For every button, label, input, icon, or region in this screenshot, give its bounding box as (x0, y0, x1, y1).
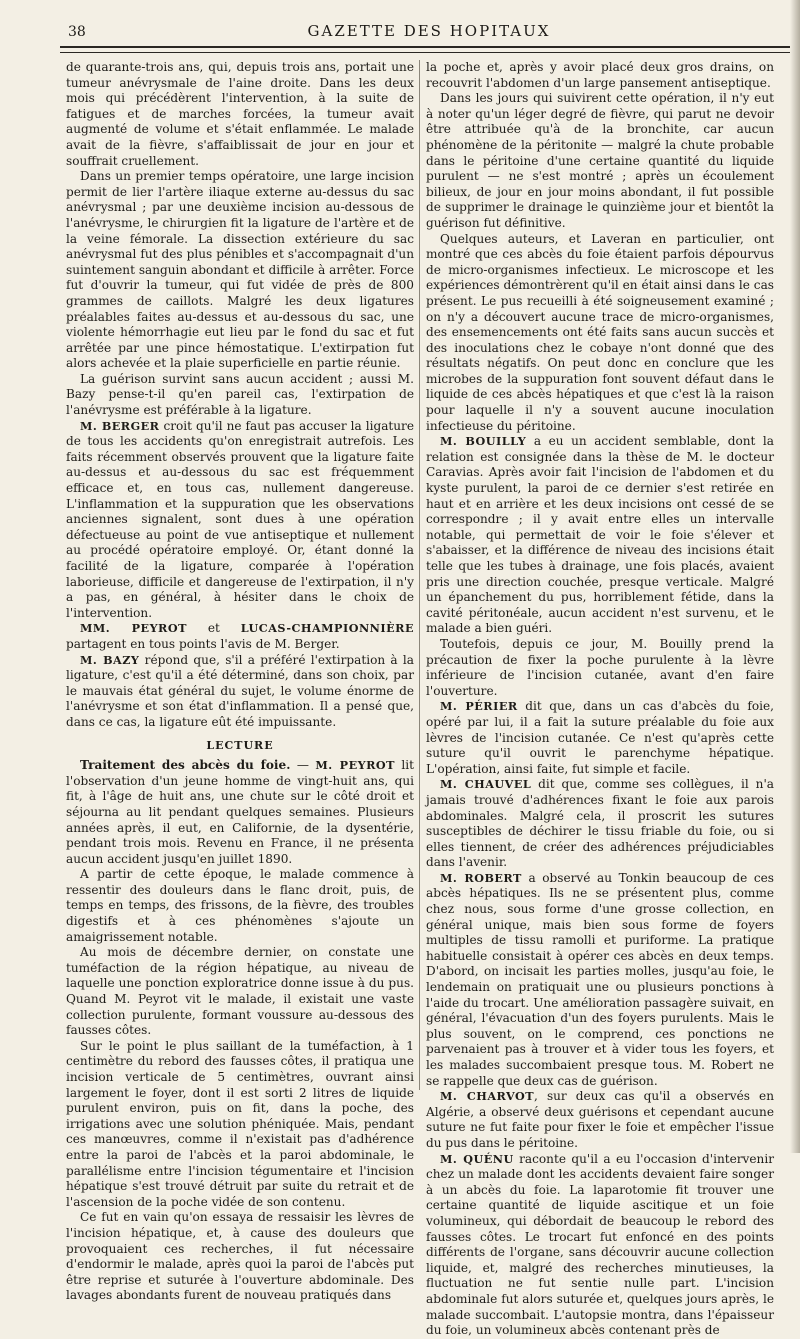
paragraph-text: — (290, 758, 316, 773)
paragraph-text: partagent en tous points l'avis de M. Berger. (66, 636, 340, 651)
journal-title: GAZETTE DES HOPITAUX (307, 22, 551, 40)
speaker-name: M. CHARVOT (440, 1089, 535, 1104)
paragraph: Ce fut en vain qu'on essaya de ressaisir les lèvres de l'incision hépatique, et, à cause des douleurs que provoquaient ces recherches, il fut nécessaire d'endormir le malade, après quoi la paroi de l'abcès put être reprise et suturée à l'ouverture abdominale. Des lavages abondants furent de nouveau pratiqués dans (66, 1210, 414, 1303)
speaker-name: M. ROBERT (440, 870, 522, 885)
speaker-name: MM. PEYROT (80, 621, 187, 636)
paragraph (426, 434, 774, 637)
speaker-name: M. CHAUVEL (440, 777, 532, 792)
speaker-name: M. BOUILLY (440, 434, 527, 449)
column-divider (419, 60, 420, 1090)
paragraph-text: raconte qu'il a eu l'occasion d'intervenir chez un malade dont les accidents devaient faire songer à un abcès du foie. La laparotomie fit trouver une certaine quantité de liquide ascitique et un foie volumineux, qui débordait de beaucoup le rebord des fausses côtes. Le trocart fut enfoncé en des points différents de l'organe, sans découvrir aucune collection liquide, et, malgré des recherches minutieuses, la fluctuation ne fut sentie nulle part. L'incision abdominale fut alors suturée et, quelques jours après, le malade succombait. L'autopsie montra, dans l'épaisseur du foie, un volumineux abcès contenant près de (426, 1151, 774, 1338)
speaker-name: M. PEYROT (315, 758, 395, 773)
paragraph (426, 699, 774, 777)
paragraph (426, 1152, 774, 1339)
paragraph-text: a eu un accident semblable, dont la relation est consignée dans la thèse de M. le docteur Caravias. Après avoir fait l'incision de l'abdomen et du kyste purulent, la paroi de ce dernier s'est retirée en haut et en arrière et les deux incisions ont cessé de se correspondre ; il y avait entre elles un intervalle notable, qui permettait de voir le foie s'élever et s'abaisser, et la différence de niveau des incisions était telle que les tubes à drainage, une fois placés, avaient pris une direction couchée, presque verticale. Malgré un épanchement du pus, horriblement fétide, dans la cavité péritonéale, aucun accident n'est survenu, et le malade a bien guéri. (426, 434, 775, 636)
paragraph-text: dit que, dans un cas d'abcès du foie, opéré par lui, il a fait la suture préalable du foie aux lèvres de l'incision cutanée. Ce n'est qu'après cette suture qu'il ouvrit le parenchyme hépatique. L'opération, ainsi faite, fut simple et facile. (426, 699, 774, 776)
paragraph-text: dit que, comme ses collègues, il n'a jamais trouvé d'adhérences fixant le foie aux parois abdominales. Malgré cela, il proscrit les sutures susceptibles de déchirer le tissu friable du foie, ou si elles tiennent, de créer des adhérences préjudiciables dans l'avenir. (426, 777, 774, 870)
paragraph (66, 758, 414, 867)
paragraph (426, 871, 774, 1089)
header-rule-thin (60, 52, 790, 53)
right-column (426, 60, 775, 1338)
paragraph-text: croit qu'il ne faut pas accuser la ligature de tous les accidents qu'on enregistrait autrefois. Les faits récemment observés prouvent que la ligature faite au-dessus et au-dessous du sac est fréquemment efficace et, en tous cas, nullement dangereuse. L'inflammation et la suppuration que les observations anciennes signalent, sont dues à une opération défectueuse au point de vue antiseptique et nullement au procédé opératoire employé. Or, étant donné la facilité de la ligature, comparée à l'opération laborieuse, difficile et dangereuse de l'extirpation, il n'y a pas, en général, à hésiter dans le choix de l'intervention. (66, 418, 414, 620)
speaker-name: M. PÉRIER (440, 699, 518, 714)
paragraph (66, 621, 414, 652)
speaker-name: M. BERGER (80, 418, 160, 433)
paragraph: Dans un premier temps opératoire, une large incision permit de lier l'artère iliaque externe au-dessus du sac anévrysmal ; par une deuxième incision au-dessous de l'anévrysme, le chirurgien fit la ligature de l'artère et de la veine fémorale. La dissection extérieure du sac anévrysmal fut des plus pénibles et s'accompagnait d'un suintement sanguin abondant et difficile à arrêter. Force fut d'ouvrir la tumeur, qui fut vidée de près de 800 grammes de caillots. Malgré les deux ligatures préalables faites au-dessus et au-dessous du sac, une violente hémorrhagie eut lieu par le fond du sac et fut arrêtée par une pince hémostatique. L'extirpation fut alors achevée et la plaie superficielle en partie réunie. (66, 169, 414, 371)
paragraph (426, 1089, 774, 1151)
paragraph: La guérison survint sans aucun accident ; aussi M. Bazy pense-t-il qu'en pareil cas, l'extirpation de l'anévrysme est préférable à la ligature. (66, 371, 414, 418)
page-edge-shadow (790, 0, 800, 1153)
header-rule-thick (60, 46, 790, 48)
article-title: Traitement des abcès du foie. (80, 758, 291, 773)
section-heading: LECTURE (206, 738, 274, 752)
paragraph (66, 653, 414, 731)
page-header (68, 20, 790, 44)
speaker-name: M. BAZY (80, 652, 140, 667)
paragraph: la poche et, après y avoir placé deux gros drains, on recouvrit l'abdomen d'un large pansement antiseptique. (426, 60, 774, 90)
paragraph-text: a observé au Tonkin beaucoup de ces abcès hépatiques. Ils ne se présentent plus, comme chez nous, sous forme d'une grosse collection, en général unique, mais bien sous forme de foyers multiples de tissu ramolli et puriforme. La pratique habituelle consistait à opérer ces abcès en deux temps. D'abord, on incisait les parties molles, jusqu'au foie, le lendemain on pratiquait une ou plusieurs ponctions à l'aide du trocart. Une amélioration passagère suivait, en général, l'évacuation d'un des foyers purulents. Mais le plus souvent, on le comprend, ces ponctions ne parvenaient pas à trouver et à vider tous les foyers, et les malades succombaient presque tous. M. Robert ne se rappelle que deux cas de guérison. (426, 870, 775, 1088)
paragraph-text: , sur deux cas qu'il a observés en Algérie, a observé deux guérisons et cependant aucune suture ne fut faite pour fixer le foie et empêcher l'issue du pus dans le péritoine. (426, 1089, 774, 1150)
paragraph: Au mois de décembre dernier, on constate une tuméfaction de la région hépatique, au niveau de laquelle une ponction exploratrice donne issue à du pus. Quand M. Peyrot vit le malade, il existait une vaste collection purulente, formant voussure au-dessous des fausses côtes. (66, 945, 414, 1038)
paragraph (66, 419, 414, 622)
paragraph: Dans les jours qui suivirent cette opération, il n'y eut à noter qu'un léger degré de fièvre, qui parut ne devoir être attribuée qu'à de la bronchite, car aucun phénomène de la péritonite — malgré la chute probable dans le péritoine d'une certaine quantité du liquide purulent — ne s'est montré ; après un écoulement bilieux, de jour en jour moins abondant, il fut possible de supprimer le drainage le quinzième jour et bientôt la guérison fut définitive. (426, 91, 774, 230)
paragraph: Toutefois, depuis ce jour, M. Bouilly prend la précaution de fixer la poche purulente à la lèvre inférieure de l'incision cutanée, avant d'en faire l'ouverture. (426, 636, 774, 698)
paragraph-text: et (186, 621, 241, 636)
paragraph: Quelques auteurs, et Laveran en particulier, ont montré que ces abcès du foie étaient parfois dépourvus de micro-organismes infectieux. Le microscope et les expériences démontrèrent qu'il en était ainsi dans le cas présent. Le pus recueilli à été soigneusement examiné ; on n'y a découvert aucune trace de micro-organismes, des ensemencements ont été faits sans aucun succès et des inoculations chez le cobaye n'ont donné que des résultats négatifs. On peut donc en conclure que les microbes de la suppuration font souvent défaut dans le liquide de ces abcès hépatiques et que c'est là la raison pour laquelle il n'y a souvent aucune inoculation infectieuse du péritoine. (426, 231, 774, 433)
paragraph-text: répond que, s'il a préféré l'extirpation à la ligature, c'est qu'il a été déterminé, dans son choix, par le mauvais état général du sujet, le volume énorme de l'anévrysme et son état d'inflammation. Il a pensé que, dans ce cas, la ligature eût été impuissante. (66, 652, 414, 729)
paragraph: de quarante-trois ans, qui, depuis trois ans, portait une tumeur anévrysmale de l'aine droite. Dans les deux mois qui précédèrent l'intervention, à la suite de fatigues et de marches forcées, la tumeur avait augmenté de volume et s'était enflammée. Le malade avait de la fièvre, s'affaiblissait de jour en jour et souffrait cruellement. (66, 60, 414, 168)
speaker-name: M. QUÉNU (440, 1151, 514, 1166)
paragraph (426, 777, 774, 871)
left-column (66, 60, 414, 1303)
speaker-name: LUCAS-CHAMPIONNIÈRE (240, 621, 414, 636)
paragraph: Sur le point le plus saillant de la tuméfaction, à 1 centimètre du rebord des fausses côtes, il pratiqua une incision verticale de 5 centimètres, ouvrant ainsi largement le foyer, dont il est sorti 2 litres de liquide purulent environ, puis on fit, dans la poche, des irrigations avec une solution phéniquée. Mais, pendant ces manœuvres, comme il n'existait pas d'adhérence entre la paroi de l'abcès et la paroi abdominale, le parallélisme entre l'incision tégumentaire et l'incision hépatique s'est trouvé détruit par suite du retrait et de l'ascension de la poche vidée de son contenu. (66, 1038, 414, 1209)
page-number: 38 (68, 24, 86, 40)
paragraph-text: lit l'observation d'un jeune homme de vingt-huit ans, qui fit, à l'âge de huit ans, une chute sur le côté droit et séjourna au lit pendant quelques semaines. Plusieurs années après, il eut, en Californie, de la dysentérie, pendant trois mois. Revenu en France, il ne présenta aucun accident jusqu'en juillet 1890. (66, 758, 414, 866)
paragraph: A partir de cette époque, le malade commence à ressentir des douleurs dans le flanc droit, puis, de temps en temps, des frissons, de la fièvre, des troubles digestifs et à ces phénomènes s'ajoute un amaigrissement notable. (66, 867, 414, 944)
